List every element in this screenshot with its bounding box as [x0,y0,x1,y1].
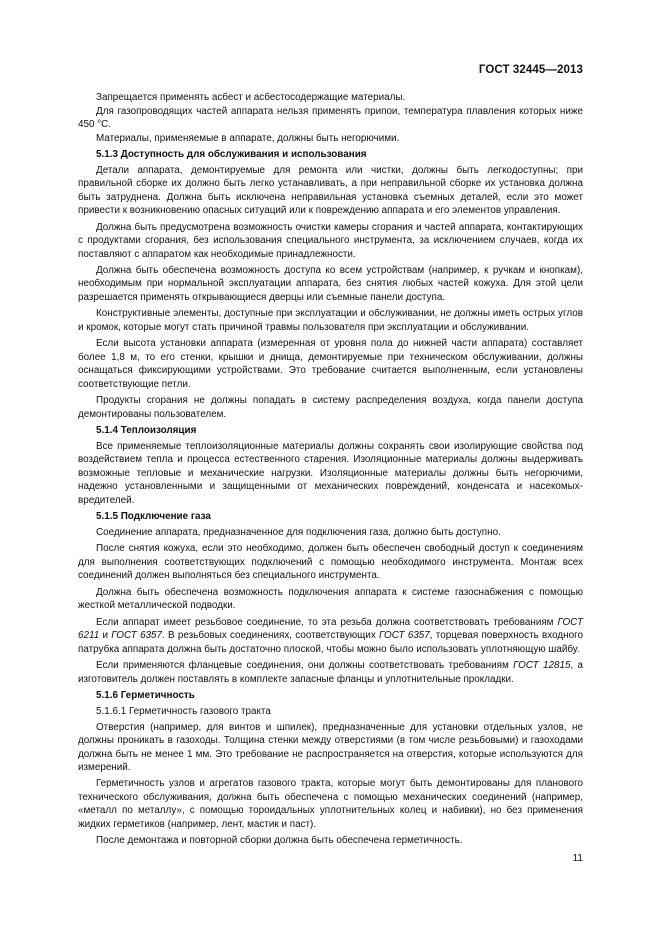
paragraph: Конструктивные элементы, доступные при эксплуатации и обслуживании, не должны иметь острых углов и кромок, которые могут стать причиной травмы пользователя при эксплуатации и обслуживании. [78,308,583,333]
paragraph: Если высота установки аппарата (измеренная от уровня пола до нижней части аппарата) составляет более 1,8 м, то его стенки, крышки и днища, демонтируемые при техническом обслуживании, должны оснащаться фиксирующими устройствами. Это требование считается выполненным, если установлены соответствующие петли. [78,338,583,390]
section-heading: 5.1.6 Герметичность [96,689,195,701]
paragraph: Герметичность узлов и агрегатов газового тракта, которые могут быть демонтированы для планового технического обслуживания, должна быть обеспечена с помощью механических соединений (например, «металл по металлу», с помощью тороидальных уплотнительных колец и набивки), но без применения жидких герметиков (например, лент, мастик и паст). [78,778,583,830]
paragraph: После демонтажа и повторной сборки должна быть обеспечена герметичность. [96,835,463,847]
paragraph: Должна быть предусмотрена возможность очистки камеры сгорания и частей аппарата, контактирующих с продуктами сгорания, без использования специального инструмента, за исключением случаев, когда их поставляют с аппаратом как необходимые принадлежности. [78,221,583,260]
paragraph: Должна быть обеспечена возможность подключения аппарата к системе газоснабжения с помощью жесткой металлической подводки. [78,586,583,612]
paragraph: Материалы, применяемые в аппарате, должны быть негорючими. [96,132,400,144]
section-heading: 5.1.5 Подключение газа [96,511,211,523]
section-heading: 5.1.4 Теплоизоляция [96,425,197,437]
text-run: . В резьбовых соединениях, соответствующих [162,630,380,642]
paragraph: Для газопроводящих частей аппарата нельзя применять припои, температура плавления которых ниже 450 °С. [78,105,583,130]
standard-header: ГОСТ 32445—2013 [478,64,583,76]
page-body [78,91,583,851]
subsection-heading: 5.1.6.1 Герметичность газового тракта [96,705,271,717]
paragraph [78,616,583,657]
standard-reference: ГОСТ 12815 [513,660,571,672]
standard-reference: ГОСТ 6357 [111,630,163,642]
text-run: Если применяются фланцевые соединения, они должны соответствовать требованиям [96,660,514,672]
paragraph: Продукты сгорания не должны попадать в систему распределения воздуха, когда панели доступа демонтированы пользователем. [78,395,583,420]
standard-reference: ГОСТ 6211 [78,616,583,642]
paragraph: Все применяемые теплоизоляционные материалы должны сохранять свои изолирующие свойства под воздействием тепла и процесса естественного старения. Изоляционные материалы должны выдерживать возможные тепловые и механические нагрузки. Изоляционные материалы должны быть негорючими, надежно установленными и защищенными от механических повреждений, конденсата и насекомых-вредителей. [78,440,583,506]
page-number: 11 [572,853,583,864]
text-run: , а изготовитель должен поставлять в комплекте запасные фланцы и уплотнительные прокладки. [78,660,583,685]
paragraph: Должна быть обеспечена возможность доступа ко всем устройствам (например, к ручкам и кнопкам), необходимым при нормальной эксплуатации аппарата, без снятия любых частей кожуха. Для этой цели разрешается применять открывающиеся дверцы или съемные панели доступа. [78,264,583,303]
paragraph: Отверстия (например, для винтов и шпилек), предназначенные для установки отдельных узлов, не должны проникать в газоходы. Толщина стенки между отверстиями (в том числе резьбовыми) и газоходами должна быть не менее 1 мм. Это требование не распространяется на отверстия, которые используются для измерений. [78,721,583,774]
paragraph [78,659,583,686]
paragraph: Детали аппарата, демонтируемые для ремонта или чистки, должны быть легкодоступны; при правильной сборке их должно быть легко устанавливать, а при неправильной сборке их установка должна быть затруднена. Должна быть исключена неправильная установка съемных деталей, если это может привести к возникновению опасных ситуаций или к повреждению аппарата и его элементов управления. [78,164,583,217]
paragraph: После снятия кожуха, если это необходимо, должен быть обеспечен свободный доступ к соединениям для выполнения соответствующих подключений с помощью необходимого инструмента. Монтаж всех соединений должен выполняться без специального инструмента. [78,543,583,582]
paragraph: Соединение аппарата, предназначенное для подключения газа, должно быть доступно. [96,527,501,539]
text-run: и [99,630,112,642]
paragraph: Запрещается применять асбест и асбестосодержащие материалы. [96,92,406,103]
standard-reference: ГОСТ 6357 [379,630,430,642]
text-run: , торцевая поверхность входного патрубка аппарата должна быть достаточно плоской, чтобы можно было использовать уплотняющую шайбу. [78,630,583,655]
text-run: Если аппарат имеет резьбовое соединение, то эта резьба должна соответствовать требованиям [96,616,558,628]
section-heading: 5.1.3 Доступность для обслуживания и использования [96,148,367,160]
